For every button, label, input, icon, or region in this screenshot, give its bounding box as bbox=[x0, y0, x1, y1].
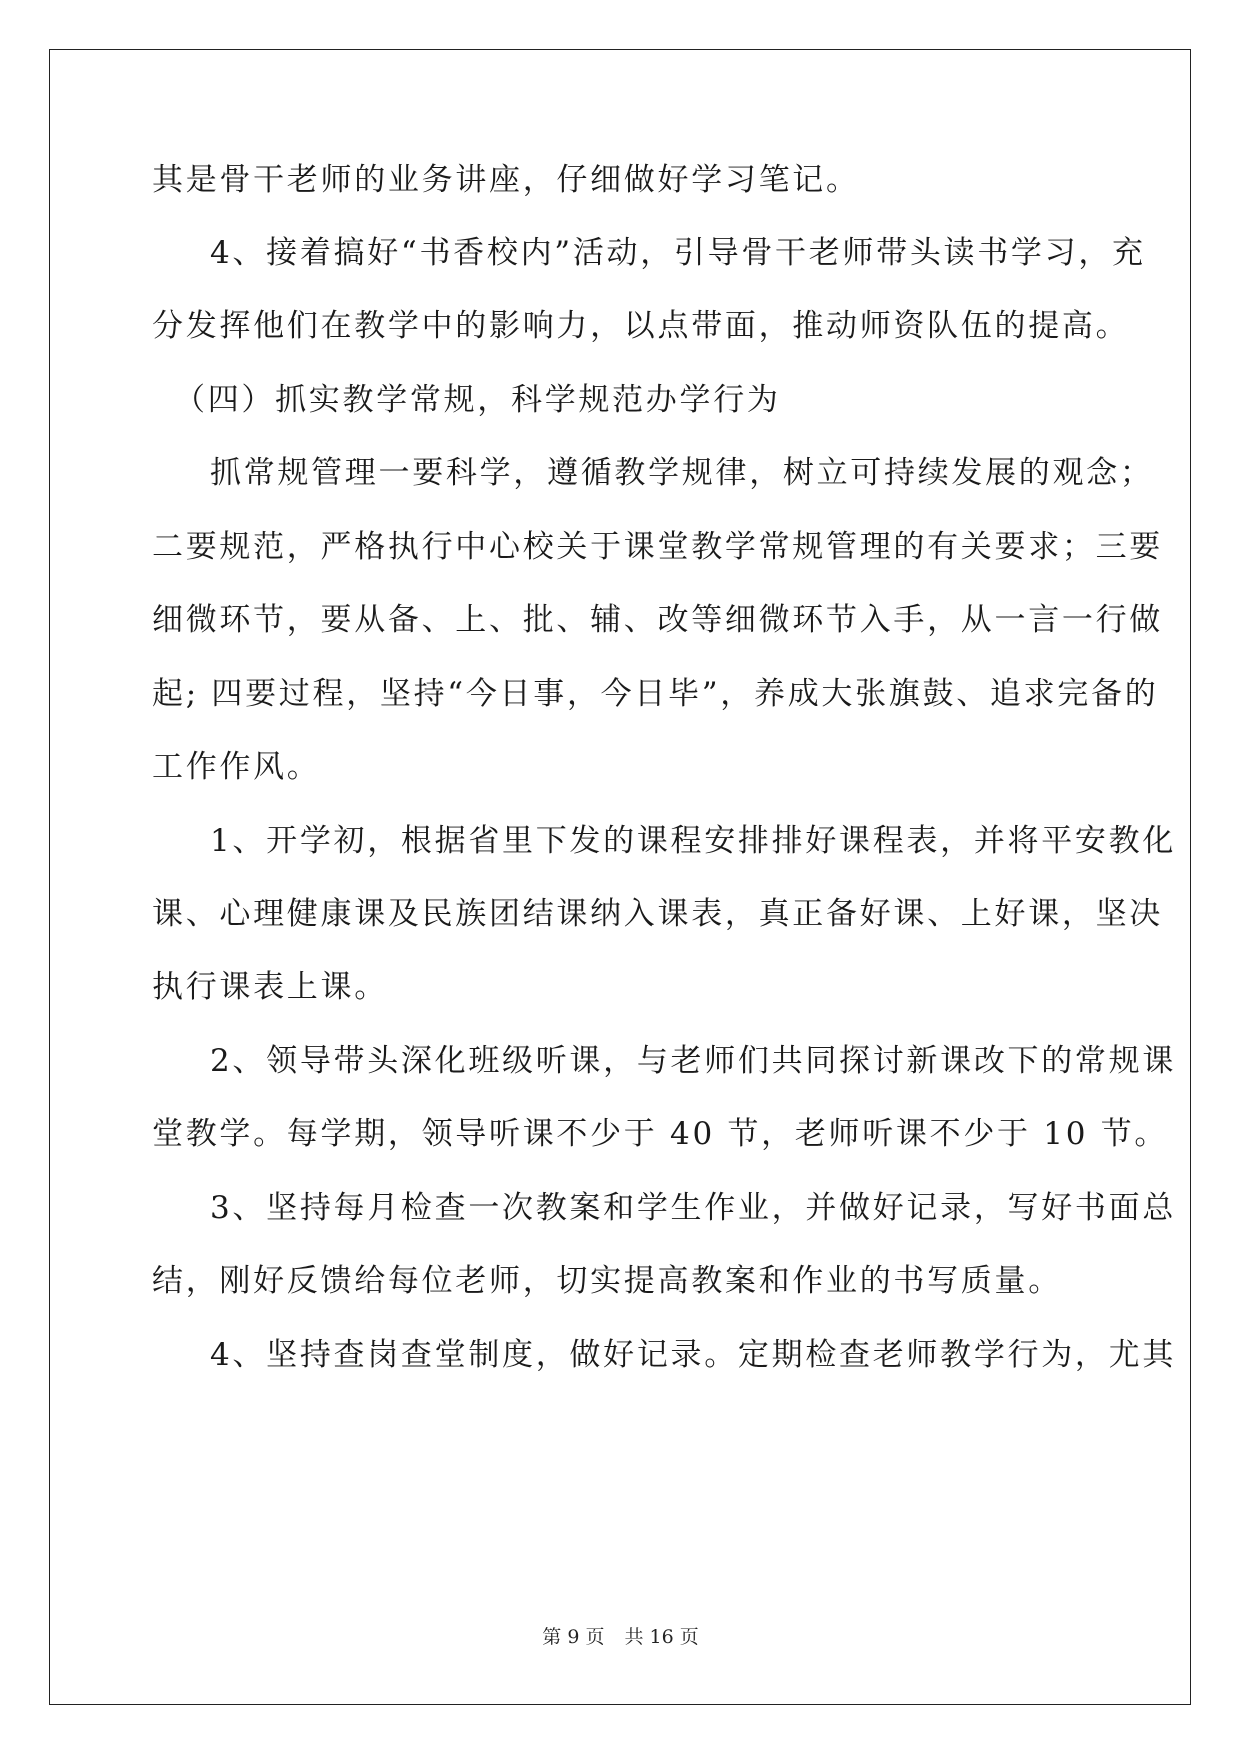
text-line: 起; 四要过程，坚持“今日事，今日毕”，养成大张旗鼓、追求完备的 bbox=[152, 676, 1159, 712]
text-line: 其是骨干老师的业务讲座，仔细做好学习笔记。 bbox=[152, 162, 860, 198]
text-line: 抓常规管理一要科学，遵循教学规律，树立可持续发展的观念； bbox=[210, 455, 1154, 491]
text-line: 1、开学初，根据省里下发的课程安排排好课程表，并将平安教化 bbox=[210, 823, 1177, 859]
page-total: 共 16 页 bbox=[624, 1626, 699, 1648]
text-line: 4、接着搞好“书香校内”活动，引导骨干老师带头读书学习，充 bbox=[210, 235, 1146, 271]
text-line: 分发挥他们在教学中的影响力，以点带面，推动师资队伍的提高。 bbox=[152, 308, 1130, 344]
text-line: 执行课表上课。 bbox=[152, 969, 388, 1005]
page-number: 第 9 页 bbox=[542, 1626, 605, 1648]
page-border bbox=[49, 49, 1191, 1705]
page-footer bbox=[0, 1622, 1241, 1649]
text-line: 课、心理健康课及民族团结课纳入课表，真正备好课、上好课，坚决 bbox=[152, 896, 1163, 932]
text-line: 堂教学。每学期，领导听课不少于 40 节，老师听课不少于 10 节。 bbox=[152, 1116, 1169, 1152]
text-line: 2、领导带头深化班级听课，与老师们共同探讨新课改下的常规课 bbox=[210, 1043, 1177, 1079]
text-line: 4、坚持查岗查堂制度，做好记录。定期检查老师教学行为，尤其 bbox=[210, 1337, 1177, 1373]
text-line: 细微环节，要从备、上、批、辅、改等细微环节入手，从一言一行做 bbox=[152, 602, 1163, 638]
text-line: 二要规范，严格执行中心校关于课堂教学常规管理的有关要求；三要 bbox=[152, 529, 1163, 565]
text-line: 3、坚持每月检查一次教案和学生作业，并做好记录，写好书面总 bbox=[210, 1190, 1177, 1226]
section-heading: （四）抓实教学常规，科学规范办学行为 bbox=[174, 382, 781, 418]
text-line: 工作作风。 bbox=[152, 749, 321, 785]
text-line: 结，刚好反馈给每位老师，切实提高教案和作业的书写质量。 bbox=[152, 1263, 1062, 1299]
